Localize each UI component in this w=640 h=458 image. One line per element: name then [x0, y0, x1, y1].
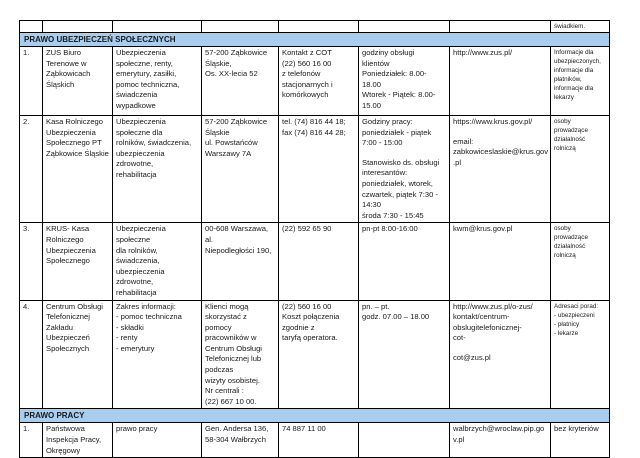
- text-line: Telefonicznej lub: [205, 354, 262, 364]
- text-line: obslugitelefonicznej-: [453, 322, 522, 332]
- text-line: ubezpieczenia: [116, 148, 165, 158]
- contact-links: [450, 300, 551, 409]
- text-line: prowadzące: [554, 234, 588, 242]
- section-header-labour-law: [20, 409, 610, 423]
- contact-links: [450, 116, 551, 223]
- text-line: kontakt/centrum-: [453, 312, 510, 322]
- text-line: pomocy: [205, 322, 232, 332]
- address: [202, 47, 279, 116]
- text-line: społeczne: [116, 234, 151, 244]
- text-line: Inspekcja Pracy,: [46, 435, 102, 445]
- text-line: bez kryteriów: [554, 424, 599, 434]
- institution-name: [43, 116, 113, 223]
- text-line: Ubezpieczeń: [46, 333, 90, 343]
- text-line: ubezpieczenia: [116, 266, 165, 276]
- table-row: [20, 116, 610, 223]
- target-group: [551, 47, 610, 116]
- text-line: ubezpieczonych,: [554, 58, 601, 65]
- text-line: 57-200 Ząbkowice: [205, 117, 268, 126]
- email-link[interactable]: [453, 137, 547, 169]
- text-line: Ubezpieczenia: [116, 48, 166, 57]
- institution-name: [43, 300, 113, 409]
- text-line: Nr centrali :: [205, 386, 244, 396]
- text-line: - pomoc techniczna: [116, 312, 182, 322]
- target-group: [551, 300, 610, 409]
- text-line: Ubezpieczenia: [116, 224, 166, 234]
- text-line: ul. Powstańców: [205, 138, 258, 148]
- phone: [279, 116, 359, 223]
- text-line: z telefonów: [282, 69, 321, 79]
- email-link[interactable]: [453, 353, 547, 364]
- text-line: email:: [453, 136, 474, 146]
- text-line: http://www.zus.pl/: [453, 48, 513, 57]
- text-line: Śląskich: [46, 79, 75, 89]
- text-line: klientów: [362, 58, 390, 68]
- text-line: ZUS Biuro: [46, 48, 82, 57]
- text-line: świadczenia,: [116, 256, 160, 266]
- text-line: wizyty osobistej.: [205, 375, 260, 385]
- text-line: stacjonarnych i: [282, 79, 333, 89]
- text-line: świadczenia: [116, 90, 158, 100]
- text-line: środa 7:30 - 15:45: [362, 210, 424, 220]
- text-line: 18.00: [362, 79, 382, 89]
- row-number: 2.: [20, 116, 43, 223]
- text-line: 58-304 Wałbrzych: [205, 435, 266, 445]
- text-line: komórkowych: [282, 90, 329, 100]
- scope-of-help: [113, 300, 202, 409]
- text-line: Społecznego PT: [46, 138, 102, 148]
- text-line: podczas: [205, 365, 234, 375]
- text-line: pn-pt 8:00-16:00: [362, 224, 418, 234]
- text-line: Okręgowy: [46, 445, 81, 455]
- text-line: skorzystać z: [205, 312, 247, 322]
- text-line: 15.00: [362, 100, 382, 110]
- text-line: Telefonicznej: [46, 312, 90, 322]
- website-link[interactable]: [453, 117, 547, 128]
- row-number: 1.: [20, 423, 43, 458]
- text-line: Klienci mogą: [205, 301, 249, 311]
- text-line: dla rolników,: [116, 245, 158, 255]
- scope-of-help: [113, 223, 202, 300]
- opening-hours: [359, 116, 450, 223]
- text-line: społeczne dla: [116, 127, 163, 137]
- text-line: lekarzy: [554, 94, 574, 101]
- text-line: Informacje dla: [554, 49, 594, 56]
- text-line: Ubezpieczenia: [46, 127, 96, 137]
- legal-aid-table: [19, 20, 610, 458]
- scope-of-help: [113, 116, 202, 223]
- text-line: 74 887 11 00: [282, 424, 326, 434]
- text-line: prowadzące: [554, 127, 588, 134]
- text-line: fax (74) 816 44 28;: [282, 127, 346, 137]
- section-title: PRAWO PRACY: [20, 409, 610, 423]
- text-line: Ząbkowicach: [46, 69, 91, 79]
- text-line: osoby: [554, 225, 571, 233]
- text-line: emerytury, zasiłki,: [116, 69, 177, 79]
- text-line: Rolniczego: [46, 234, 84, 244]
- opening-hours-desk: [362, 158, 446, 222]
- text-line: informacje dla: [554, 85, 594, 92]
- text-line: - ubezpieczeni: [554, 311, 595, 319]
- text-line: Gen. Andersa 136,: [205, 424, 269, 434]
- text-line: Śląskie: [205, 127, 230, 137]
- website-link[interactable]: [453, 302, 547, 344]
- text-line: Społecznych: [46, 343, 90, 353]
- row-number: 3.: [20, 223, 43, 300]
- text-line: tel. (74) 816 44 18;: [282, 117, 346, 126]
- address: [202, 223, 279, 300]
- text-line: KRUS- Kasa: [46, 224, 90, 234]
- text-line: 7:00 - 15:00: [362, 138, 403, 148]
- institution-name: [43, 223, 113, 300]
- text-line: Niepodległości 190,: [205, 245, 272, 255]
- text-line: Poniedziałek: 8.00-: [362, 69, 427, 79]
- target-group: [551, 116, 610, 223]
- text-line: (22) 560 16 00: [282, 301, 332, 311]
- address: [202, 300, 279, 409]
- section-title: PRAWO UBEZPIECZEŃ SPOŁECZNYCH: [20, 33, 610, 47]
- text-line: Warszawy 7A: [205, 148, 252, 158]
- text-line: godziny obsługi: [362, 48, 415, 57]
- institution-name: [43, 47, 113, 116]
- text-line: Państwowa: [46, 424, 85, 434]
- text-line: Os. XX-lecia 52: [205, 69, 258, 79]
- text-line: - składki: [116, 322, 144, 332]
- text-line: Śląskie,: [205, 58, 232, 68]
- witness-note-cell: świadkiem.: [551, 21, 610, 33]
- text-line: (22) 592 65 90: [282, 224, 332, 234]
- text-line: kwm@krus.gov.pl: [453, 224, 513, 234]
- row-number: 1.: [20, 47, 43, 116]
- text-line: Zakres informacji:: [116, 301, 176, 311]
- text-line: Wtorek - Piątek: 8.00-: [362, 90, 436, 100]
- target-group: [551, 223, 610, 300]
- phone: [279, 300, 359, 409]
- phone: [279, 223, 359, 300]
- table-row: [20, 223, 610, 300]
- text-line: (22) 560 16 00: [282, 58, 332, 68]
- text-line: v.pl: [453, 435, 465, 445]
- text-line: Godziny pracy:: [362, 117, 413, 126]
- opening-hours-general: [362, 117, 446, 149]
- text-line: Ubezpieczenia: [116, 117, 166, 126]
- text-line: 57-200 Ząbkowice: [205, 48, 268, 57]
- opening-hours: [359, 300, 450, 409]
- text-line: Terenowe w: [46, 58, 87, 68]
- text-line: pn. – pt.: [362, 301, 390, 311]
- email-link[interactable]: [450, 223, 551, 300]
- section-header-social-insurance: [20, 33, 610, 47]
- text-line: - emerytury: [116, 343, 155, 353]
- row-number: 4.: [20, 300, 43, 409]
- text-line: cot-: [453, 333, 466, 343]
- text-line: działalność: [554, 136, 586, 143]
- phone: [279, 47, 359, 116]
- text-line: rehabilitacja: [116, 169, 157, 179]
- text-line: al.: [205, 234, 214, 244]
- text-line: zdrowotne,: [116, 277, 154, 287]
- table-row: [20, 300, 610, 409]
- text-line: zdrowotne,: [116, 159, 154, 169]
- text-line: Centrum Obsługi: [46, 301, 103, 311]
- text-line: https://www.krus.gov.pl/: [453, 117, 533, 126]
- text-line: - renty: [116, 333, 138, 343]
- text-line: Koszt połączenia: [282, 312, 340, 322]
- text-line: Centrum Obsługi: [205, 343, 262, 353]
- text-line: rolników, świadczenia,: [116, 138, 192, 148]
- text-line: Kasa Rolniczego: [46, 117, 103, 126]
- text-line: rolniczą: [554, 145, 576, 152]
- text-line: wypadkowe: [116, 100, 156, 110]
- text-line: płatników,: [554, 76, 582, 83]
- text-line: poniedziałek - piątek: [362, 127, 432, 137]
- table-row-top: [20, 21, 610, 33]
- opening-hours: [359, 223, 450, 300]
- website-link[interactable]: [450, 47, 551, 116]
- text-line: zabkowiceslaskie@krus.gov: [453, 147, 549, 157]
- table-row: [20, 47, 610, 116]
- text-line: prawo pracy: [116, 424, 158, 434]
- text-line: pracowników w: [205, 333, 257, 343]
- address: [202, 116, 279, 223]
- text-line: godz. 07.00 – 18.00: [362, 312, 430, 322]
- text-line: Ząbkowice Śląskie: [46, 148, 109, 158]
- text-line: 00-608 Warszawa,: [205, 224, 269, 234]
- text-line: (22) 667 10 00.: [205, 396, 257, 406]
- text-line: rehabilitacja: [116, 287, 157, 297]
- text-line: - lekarze: [554, 329, 579, 337]
- text-line: rolniczą: [554, 252, 576, 260]
- text-line: Ubezpieczenia: [46, 245, 96, 255]
- scope-of-help: [113, 47, 202, 116]
- text-line: poniedziałek, wtorek,: [362, 178, 433, 188]
- text-line: informacje dla: [554, 67, 594, 74]
- text-line: zgodnie z: [282, 322, 315, 332]
- text-line: działalność: [554, 243, 586, 251]
- text-line: pomoc techniczna,: [116, 79, 180, 89]
- text-line: społeczne, renty,: [116, 58, 173, 68]
- text-line: osoby: [554, 118, 571, 125]
- text-line: interesantów:: [362, 168, 408, 178]
- text-line: taryfą operatora.: [282, 333, 338, 343]
- text-line: czwartek, piątek 7:30 -: [362, 189, 438, 199]
- text-line: cot@zus.pl: [453, 352, 491, 362]
- text-line: - płatnicy: [554, 320, 580, 328]
- text-line: Adresaci porad:: [554, 302, 599, 310]
- text-line: walbrzych@wroclaw.pip.go: [453, 424, 545, 434]
- text-line: http://www.zus.pl/o-zus/: [453, 301, 533, 311]
- text-line: Zakładu: [46, 322, 74, 332]
- text-line: Społecznego: [46, 256, 90, 266]
- text-line: .pl: [453, 157, 462, 167]
- opening-hours: [359, 47, 450, 116]
- text-line: Stanowisko ds. obsługi: [362, 157, 440, 167]
- text-line: Kontakt z COT: [282, 48, 332, 57]
- text-line: 14:30: [362, 200, 382, 210]
